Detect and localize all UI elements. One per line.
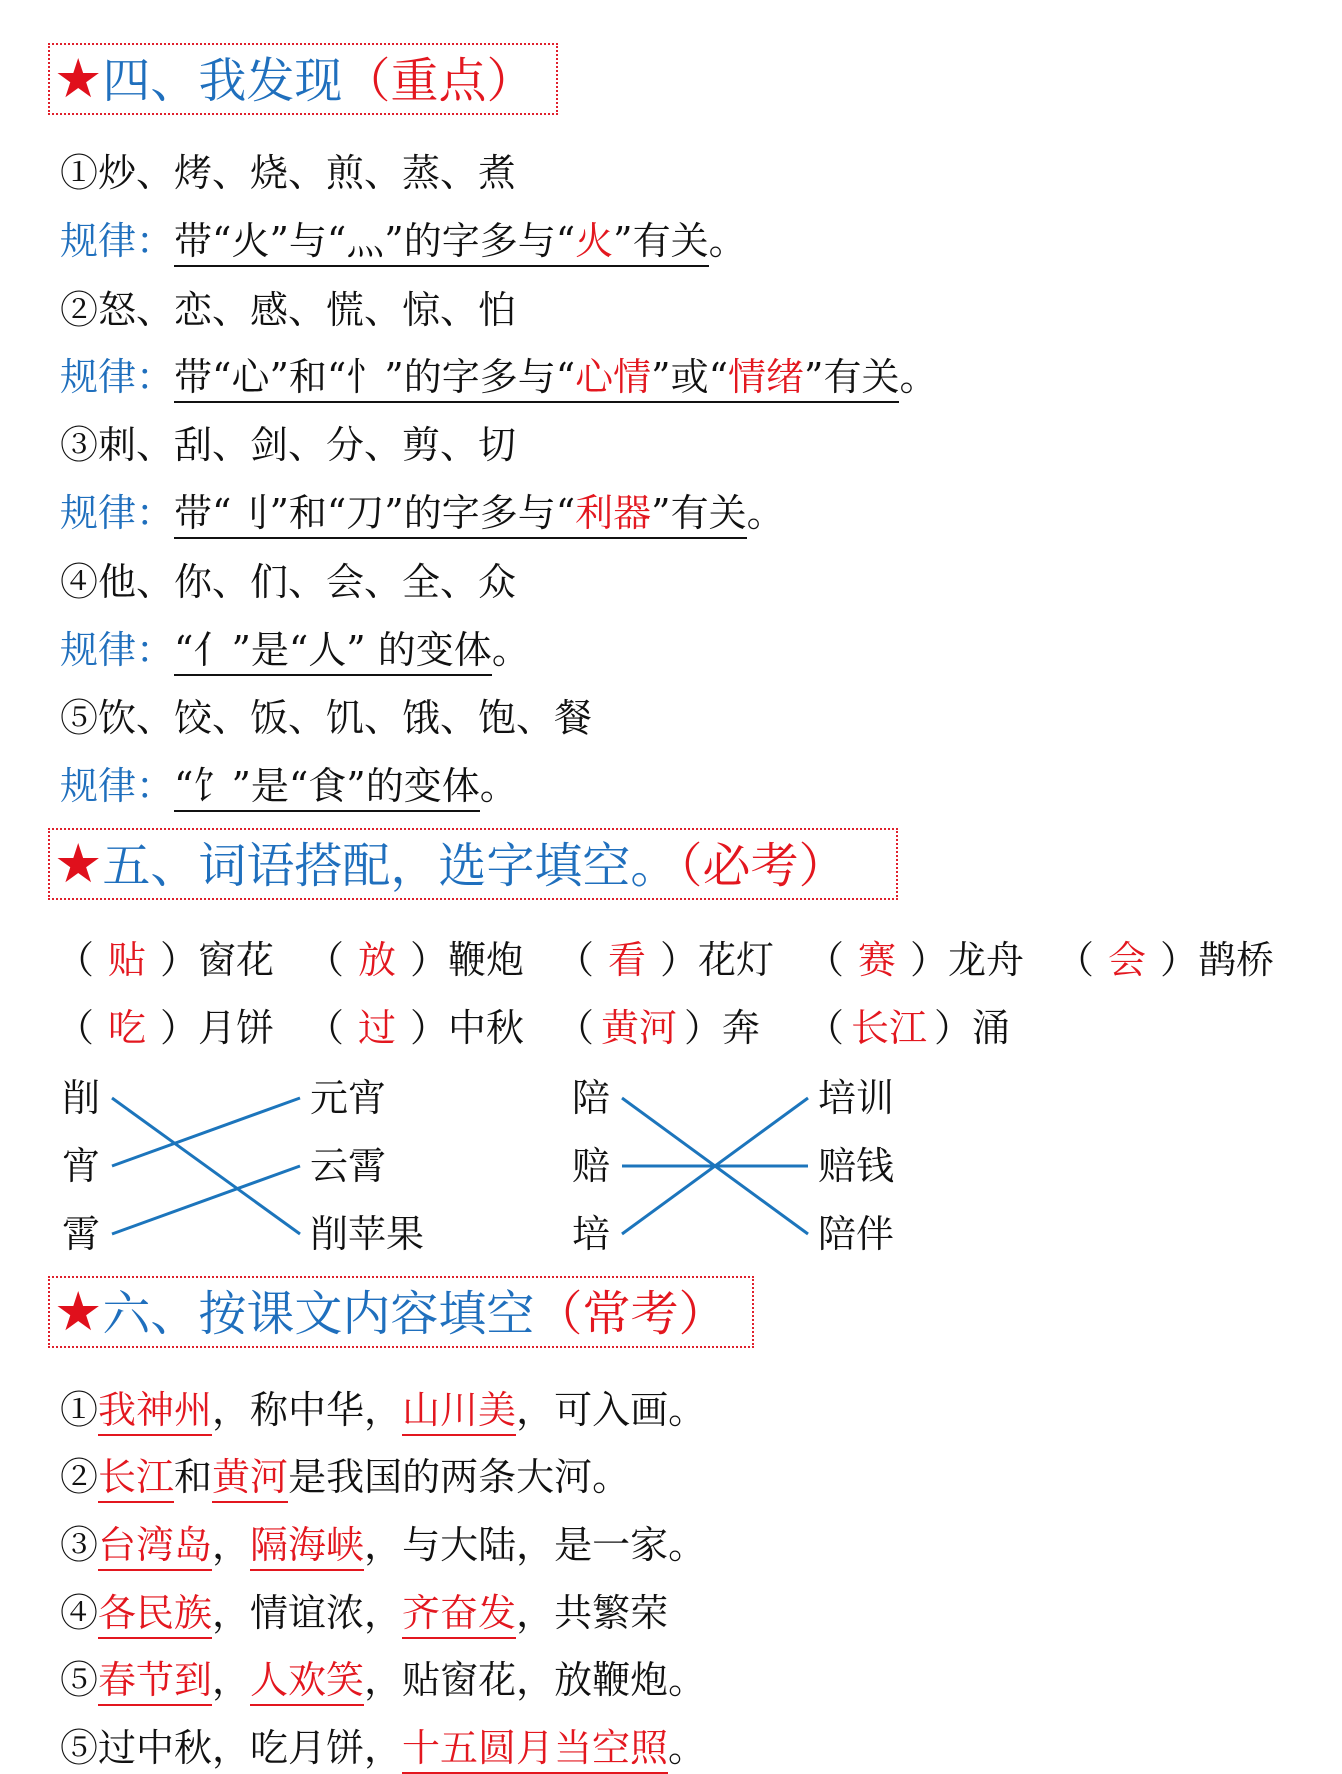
fill-answer: 贴 xyxy=(108,938,147,982)
rule-text: 带“刂”和“刀”的字多与“利器”有关 xyxy=(174,491,747,539)
rule-text: “亻”是“人” 的变体 xyxy=(174,628,492,676)
answer-text: 齐奋发 xyxy=(402,1591,516,1639)
answer-text: 黄河 xyxy=(212,1455,288,1503)
rule-line-3: 规律：带“刂”和“刀”的字多与“利器”有关。 xyxy=(60,488,785,538)
chars-line-1: ①炒、烤、烧、煎、蒸、煮 xyxy=(60,151,517,195)
match-left-word: 培 xyxy=(572,1212,611,1256)
match-line xyxy=(112,1098,300,1166)
section-6-header xyxy=(48,1276,754,1348)
rule-label: 规律： xyxy=(60,491,175,535)
static-text: 。 xyxy=(668,1726,707,1770)
match-left-word: 陪 xyxy=(572,1076,611,1120)
static-text: ，可入画。 xyxy=(516,1388,707,1432)
item-number: ② xyxy=(60,1455,99,1499)
fill-item: （ 放 ）鞭炮 xyxy=(306,935,524,985)
match-right-word: 削苹果 xyxy=(310,1212,425,1256)
recite-line xyxy=(60,1520,706,1570)
fill-answer: 赛 xyxy=(858,938,897,982)
section-4-tag: （重点） xyxy=(342,53,535,109)
item-number: ① xyxy=(60,1388,99,1432)
fill-item: （ 会 ）鹊桥 xyxy=(1056,935,1274,985)
static-text: ，贴窗花，放鞭炮。 xyxy=(364,1658,707,1702)
recite-line xyxy=(60,1588,668,1638)
section-6-title: 六、按课文内容填空 xyxy=(102,1286,535,1342)
static-text: 过中秋，吃月饼， xyxy=(98,1726,403,1770)
answer-text: 山川美 xyxy=(402,1388,516,1436)
section-5-title: 五、词语搭配，选字填空。 xyxy=(102,838,679,894)
static-text: ， xyxy=(212,1658,251,1702)
rule-text: 带“心”和“忄”的字多与“心情”或“情绪”有关 xyxy=(174,355,899,403)
star-icon: ★ xyxy=(54,1280,103,1343)
rule-line-5: 规律：“饣”是“食”的变体。 xyxy=(60,761,518,811)
fill-word: 窗花 xyxy=(198,938,275,982)
static-text: ，称中华， xyxy=(212,1388,403,1432)
rule-text: “饣”是“食”的变体 xyxy=(174,764,480,812)
answer-text: 我神州 xyxy=(98,1388,212,1436)
chars-line-2: ②怒、恋、感、慌、惊、怕 xyxy=(60,288,517,332)
match-left-word: 赔 xyxy=(572,1144,611,1188)
recite-line xyxy=(60,1385,706,1435)
fill-word: 鹊桥 xyxy=(1198,938,1275,982)
item-number: ③ xyxy=(60,1523,99,1567)
match-right-word: 赔钱 xyxy=(818,1144,895,1188)
answer-text: 人欢笑 xyxy=(250,1658,364,1706)
static-text: 和 xyxy=(174,1455,213,1499)
fill-answer: 过 xyxy=(358,1006,397,1050)
match-left-word: 宵 xyxy=(62,1144,101,1188)
static-text: ，情谊浓， xyxy=(212,1591,403,1635)
answer-text: 台湾岛 xyxy=(98,1523,212,1571)
match-left-word: 霄 xyxy=(62,1212,101,1256)
chars-line-3: ③刺、刮、剑、分、剪、切 xyxy=(60,423,517,467)
fill-word: 奔 xyxy=(722,1006,761,1050)
static-text: ，共繁荣 xyxy=(516,1591,669,1635)
answer-text: 长江 xyxy=(98,1455,174,1503)
fill-word: 龙舟 xyxy=(948,938,1025,982)
rule-label: 规律： xyxy=(60,219,175,263)
fill-item: （ 长江 ）涌 xyxy=(806,1003,1010,1053)
match-right-word: 元宵 xyxy=(310,1076,387,1120)
item-number: ⑤ xyxy=(60,1658,99,1702)
answer-text: 各民族 xyxy=(98,1591,212,1639)
matching-lines-group-b xyxy=(622,1098,808,1234)
fill-item: （ 过 ）中秋 xyxy=(306,1003,524,1053)
item-number: ④ xyxy=(60,1591,99,1635)
rule-keyword: 情绪 xyxy=(728,355,805,399)
match-line xyxy=(112,1166,300,1234)
fill-word: 月饼 xyxy=(198,1006,275,1050)
fill-answer: 会 xyxy=(1108,938,1147,982)
fill-answer: 黄河 xyxy=(601,1006,678,1050)
section-5-tag: （必考） xyxy=(678,838,847,894)
answer-text: 隔海峡 xyxy=(250,1523,364,1571)
fill-answer: 放 xyxy=(358,938,397,982)
rule-line-1: 规律：带“火”与“灬”的字多与“火”有关。 xyxy=(60,216,747,266)
fill-word: 中秋 xyxy=(448,1006,525,1050)
answer-text: 春节到 xyxy=(98,1658,212,1706)
chars-line-5: ⑤饮、饺、饭、饥、饿、饱、餐 xyxy=(60,696,593,740)
recite-line xyxy=(60,1452,630,1502)
rule-text: 带“火”与“灬”的字多与“火”有关 xyxy=(174,219,709,267)
fill-item: （ 黄河 ）奔 xyxy=(556,1003,760,1053)
fill-answer: 长江 xyxy=(851,1006,928,1050)
rule-label: 规律： xyxy=(60,355,175,399)
fill-answer: 看 xyxy=(608,938,647,982)
rule-label: 规律： xyxy=(60,764,175,808)
answer-text: 十五圆月当空照 xyxy=(402,1726,668,1774)
fill-word: 涌 xyxy=(972,1006,1011,1050)
static-text: ，与大陆，是一家。 xyxy=(364,1523,707,1567)
fill-word: 花灯 xyxy=(698,938,775,982)
static-text: 是我国的两条大河。 xyxy=(288,1455,631,1499)
match-right-word: 陪伴 xyxy=(818,1212,895,1256)
recite-line xyxy=(60,1655,706,1705)
rule-keyword: 心情 xyxy=(575,355,652,399)
star-icon: ★ xyxy=(54,832,103,895)
rule-line-4: 规律：“亻”是“人” 的变体。 xyxy=(60,625,530,675)
match-line xyxy=(112,1098,300,1234)
match-right-word: 培训 xyxy=(818,1076,895,1120)
item-number: ⑤ xyxy=(60,1726,99,1770)
rule-label: 规律： xyxy=(60,628,175,672)
fill-item: （ 贴 ）窗花 xyxy=(56,935,274,985)
rule-keyword: 火 xyxy=(575,219,614,263)
fill-item: （ 看 ）花灯 xyxy=(556,935,774,985)
match-left-word: 削 xyxy=(62,1076,101,1120)
fill-answer: 吃 xyxy=(108,1006,147,1050)
fill-item: （ 赛 ）龙舟 xyxy=(806,935,1024,985)
fill-word: 鞭炮 xyxy=(448,938,525,982)
chars-line-4: ④他、你、们、会、全、众 xyxy=(60,560,517,604)
section-6-tag: （常考） xyxy=(534,1286,727,1342)
match-right-word: 云霄 xyxy=(310,1144,387,1188)
section-4-title: 四、我发现 xyxy=(102,53,343,109)
star-icon: ★ xyxy=(54,47,103,110)
static-text: ， xyxy=(212,1523,251,1567)
rule-keyword: 利器 xyxy=(575,491,652,535)
matching-lines-group-a xyxy=(112,1098,300,1234)
recite-line xyxy=(60,1723,706,1773)
rule-line-2: 规律：带“心”和“忄”的字多与“心情”或“情绪”有关。 xyxy=(60,352,938,402)
fill-item: （ 吃 ）月饼 xyxy=(56,1003,274,1053)
